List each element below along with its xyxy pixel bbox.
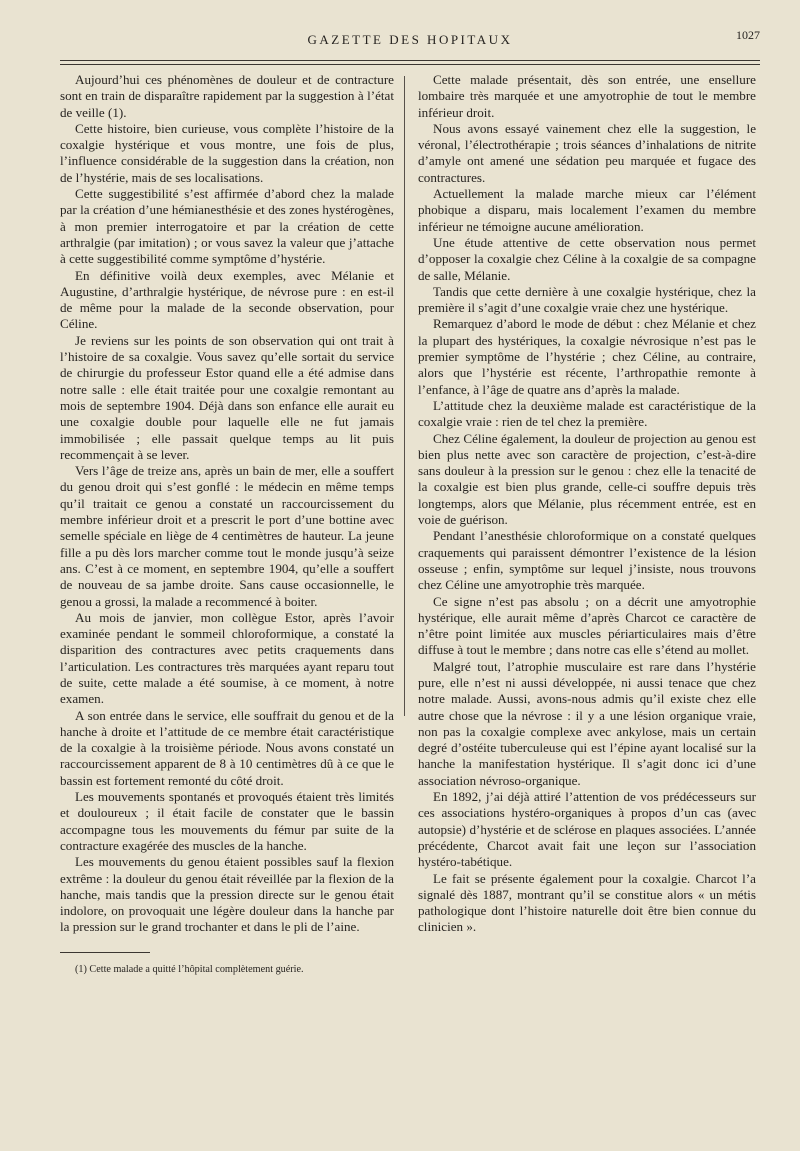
paragraph: Vers l’âge de treize ans, après un bain de mer, elle a souffert du genou droit qui s’est gonflé : le médecin en même temps qu’il traitait ce genou a constaté un raccourcissement du membre inférieur droit et a prescrit le port d’une bottine avec semelle spéciale en liège de 4 centimètres de hauteur. La jeune fille a pu dès lors marcher comme tout le monde jusqu’à seize ans. C’est à ce moment, en septembre 1904, qu’elle a souffert de nouveau de sa jambe droite. Sans cause occasionnelle, le genou a grossi, la malade a recommencé à boiter. bbox=[60, 463, 394, 609]
right-column bbox=[418, 72, 756, 1112]
header-rule-double bbox=[60, 64, 760, 65]
paragraph: A son entrée dans le service, elle souffrait du genou et de la hanche à droite et l’attitude de ce membre était caractéristique de la coxalgie à la troisième période. Nous avons constaté un raccourcissement apparent de 8 à 10 centimètres dû à ce que le bassin est fortement remonté du côté droit. bbox=[60, 707, 394, 788]
paragraph: Au mois de janvier, mon collègue Estor, après l’avoir examinée pendant le sommeil chloroformique, a constaté la disparition des contractures avec petits craquements dans l’articulation. Les contractures très marquées ayant reparu tout de suite, cette malade a été soumise, à ce moment, à notre examen. bbox=[60, 609, 394, 707]
paragraph: Les mouvements du genou étaient possibles sauf la flexion extrême : la douleur du genou était réveillée par la flexion de la hanche, mais tandis que la pression directe sur le genou était indolore, on provoquait une légère douleur dans la hanche par la pression sur le grand trochanter et dans le pli de l’aine. bbox=[60, 854, 394, 935]
paragraph: Cette suggestibilité s’est affirmée d’abord chez la malade par la création d’une hémianesthésie et des zones hystérogènes, à mon premier interrogatoire et par la création de cette arthralgie (par imitation) ; or vous savez la valeur que j’attache à cette suggestibilité comme symptôme d’hystérie. bbox=[60, 186, 394, 267]
paragraph: Une étude attentive de cette observation nous permet d’opposer la coxalgie chez Céline à la coxalgie de sa compagne de salle, Mélanie. bbox=[418, 234, 756, 283]
footnote: (1) Cette malade a quitté l’hôpital complètement guérie. bbox=[75, 963, 304, 975]
paragraph: Pendant l’anesthésie chloroformique on a constaté quelques craquements qui paraissent démontrer l’existence de la lésion osseuse ; enfin, symptôme sur lequel j’insiste, nous trouvons chez Céline une amyotrophie très marquée. bbox=[418, 528, 756, 593]
paragraph: Chez Céline également, la douleur de projection au genou est bien plus nette avec son caractère de projection, c’est-à-dire sans douleur à la pression sur le genou : chez elle la tenacité de la coxalgie est bien plus grande, celle-ci souffre depuis très longtemps, alors que Mélanie, plus récemment entrée, est en voie de guérison. bbox=[418, 430, 756, 528]
paragraph: Cette malade présentait, dès son entrée, une ensellure lombaire très marquée et une amyotrophie de tout le membre inférieur droit. bbox=[418, 72, 756, 120]
paragraph: Actuellement la malade marche mieux car l’élément phobique a disparu, mais localement l’examen du membre inférieur ne témoigne aucune amélioration. bbox=[418, 186, 756, 234]
paragraph: Le fait se présente également pour la coxalgie. Charcot l’a signalé dès 1887, montrant qu’il se constitue alors « un métis pathologique dont l’histoire naturelle doit être bien connue du clinicien ». bbox=[418, 870, 756, 935]
paragraph: Les mouvements spontanés et provoqués étaient très limités et douloureux ; il était facile de constater que le bassin accompagne tous les mouvements du fémur par suite de la contracture exagérée des muscles de la hanche. bbox=[60, 789, 394, 853]
paragraph: Ce signe n’est pas absolu ; on a décrit une amyotrophie hystérique, elle aurait même d’après Charcot ce caractère de n’être point limitée aux muscles périarticulaires mais d’être diffuse à tout le membre ; dans notre cas elle s’étend au mollet. bbox=[418, 593, 756, 658]
paragraph: Malgré tout, l’atrophie musculaire est rare dans l’hystérie pure, elle n’est ni aussi développée, ni aussi tenace que chez notre malade. Aussi, avons-nous admis qu’il existe chez elle autre chose que la névrose : il y a une lésion organique vraie, non pas la coxalgie complexe avec ankylose, mais un certain degré d’ostéite tuberculeuse qui est l’épine ayant localisé sur la hanche la manifestation hystérique. Il s’agit donc ici d’une association névroso-organique. bbox=[418, 658, 756, 788]
footnote-rule bbox=[60, 952, 150, 953]
paragraph: Aujourd’hui ces phénomènes de douleur et de contracture sont en train de disparaître rapidement par la suggestion à l’état de veille (1). bbox=[60, 72, 394, 120]
paragraph: En définitive voilà deux exemples, avec Mélanie et Augustine, d’arthralgie hystérique, de névrose pure : en est-il de même pour la malade de la seconde observation, pour Céline. bbox=[60, 267, 394, 332]
left-column bbox=[60, 72, 394, 1112]
page-number: 1027 bbox=[736, 28, 760, 42]
paragraph: Nous avons essayé vainement chez elle la suggestion, le véronal, l’électrothérapie ; trois séances d’inhalations de nitrite d’amyle ont amené une sédation peu marquée et fugace des contractures. bbox=[418, 120, 756, 185]
running-title: GAZETTE DES HOPITAUX bbox=[307, 32, 513, 47]
paragraph: Remarquez d’abord le mode de début : chez Mélanie et chez la plupart des hystériques, la coxalgie névrosique n’est pas le premier symptôme de l’hystérie ; chez Céline, au contraire, alors que l’hystérie est récente, l’arthropathie remonte à l’enfance, à l’âge de quatre ans d’après la malade. bbox=[418, 316, 756, 397]
header-rule bbox=[60, 60, 760, 61]
paragraph: Je reviens sur les points de son observation qui ont trait à l’histoire de sa coxalgie. Vous savez qu’elle sortait du service de chirurgie du professeur Estor quand elle a été admise dans notre salle : elle était traitée pour une coxalgie remontant au mois de septembre 1904. Déjà dans son enfance elle aurait eu une coxalgie double pour laquelle elle ne fut jamais immobilisée ; elle passait quelque temps au lit puis recommençait à se lever. bbox=[60, 332, 394, 462]
paragraph: Tandis que cette dernière à une coxalgie hystérique, chez la première il s’agit d’une coxalgie vraie chez une hystérique. bbox=[418, 283, 756, 316]
paragraph: En 1892, j’ai déjà attiré l’attention de vos prédécesseurs sur ces associations hystéro-organiques à propos d’un cas (avec autopsie) d’hystérie et de sclérose en plaques associées. L’année précédente, Charcot avait fait une leçon sur l’association hystéro-tabétique. bbox=[418, 789, 756, 870]
paragraph: Cette histoire, bien curieuse, vous complète l’histoire de la coxalgie hystérique et vous montre, une fois de plus, l’influence considérable de la suggestion dans la création, non de l’hystérie, mais de ses localisations. bbox=[60, 120, 394, 185]
page-header bbox=[60, 28, 760, 52]
paragraph: L’attitude chez la deuxième malade est caractéristique de la coxalgie vraie : rien de tel chez la première. bbox=[418, 397, 756, 430]
column-divider bbox=[404, 76, 405, 716]
